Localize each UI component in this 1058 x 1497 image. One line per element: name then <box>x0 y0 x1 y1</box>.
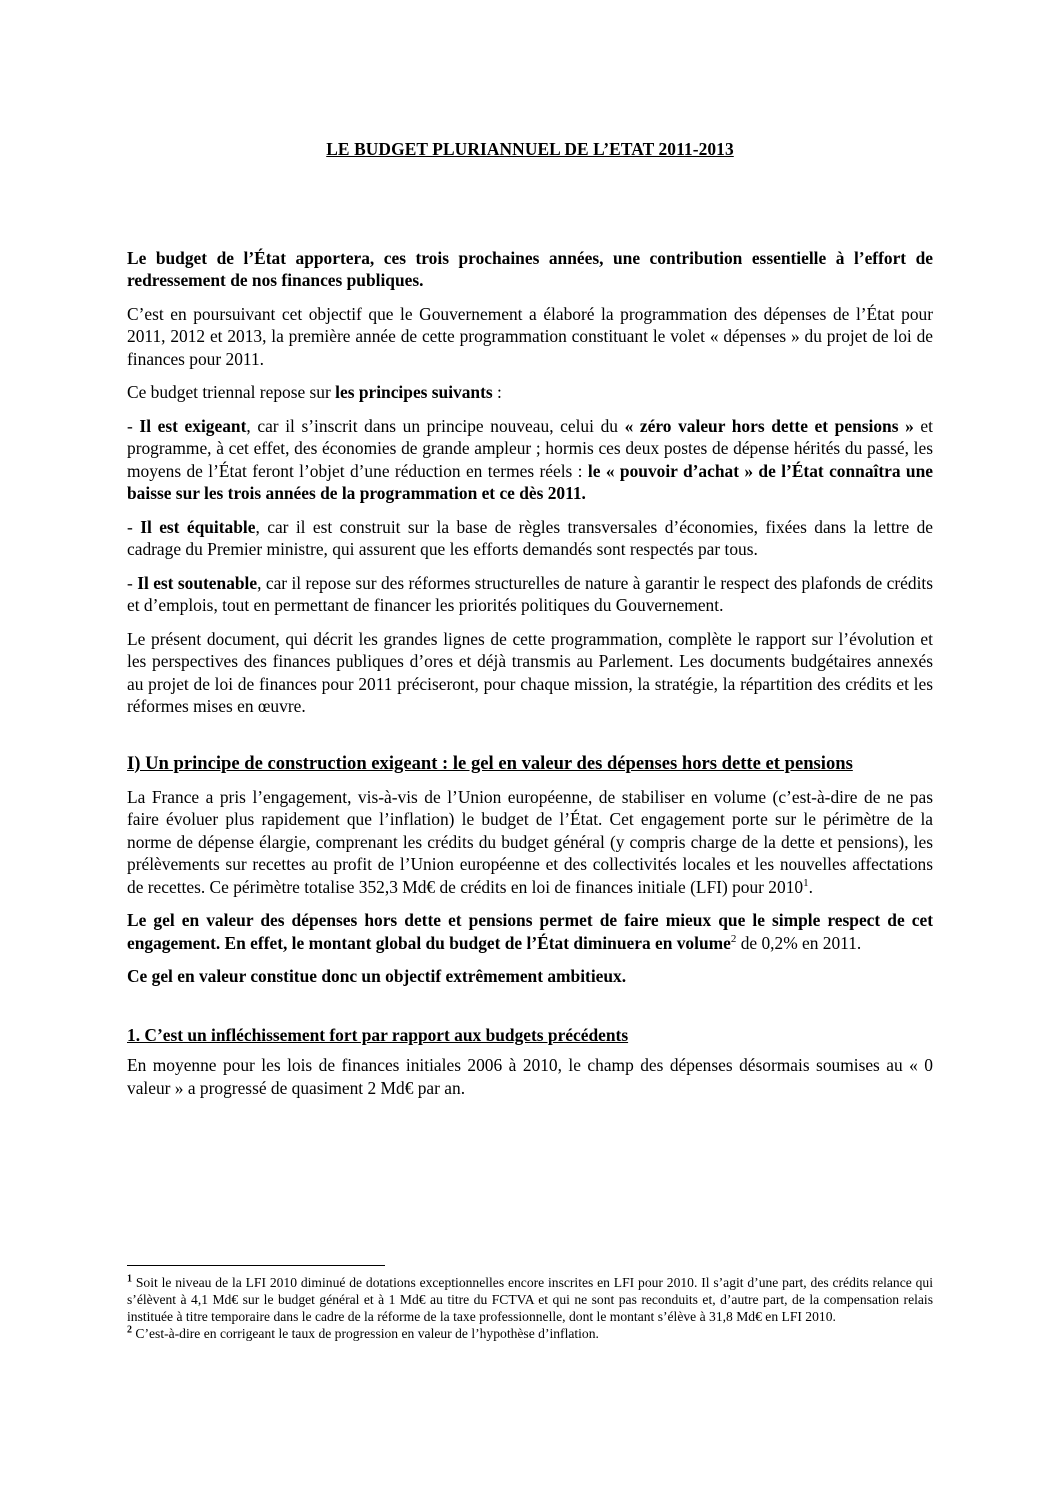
dash: - <box>127 516 141 537</box>
principle-exigeant <box>127 415 933 505</box>
text-run-bold: « zéro valeur hors dette et pensions » <box>624 415 914 436</box>
text-run: , car il s’inscrit dans un principe nouveau, celui du <box>246 415 625 436</box>
footnote-text: C’est-à-dire en corrigeant le taux de progression en valeur de l’hypothèse d’inflation. <box>132 1326 599 1341</box>
paragraph-ambitieux: Ce gel en valeur constitue donc un objectif extrêmement ambitieux. <box>127 966 627 986</box>
principle-lead: Il est équitable <box>140 516 256 537</box>
footnote-number: 1 <box>127 1273 132 1285</box>
footnote-ref: 2 <box>730 932 737 945</box>
footnote-ref: 1 <box>803 876 809 889</box>
paragraph-principles-intro <box>127 381 933 404</box>
footnote-number: 2 <box>127 1324 132 1336</box>
paragraph-gel <box>127 909 933 954</box>
paragraph-engagement <box>127 786 933 899</box>
intro-paragraph: Le budget de l’État apportera, ces trois prochaines années, une contribution essentielle à l’effort de redressement de nos finances publiques. <box>127 247 933 290</box>
footnotes <box>127 1265 933 1342</box>
text-run-bold: les principes suivants <box>335 382 493 402</box>
text-run: et programme, à cet effet, des économies de grande ampleur ; hormis ces deux postes de dépense hérités du passé, les moyens de l’État feront l’objet d’une réduction en termes réels : <box>127 415 933 481</box>
text-run: : <box>492 382 502 402</box>
footnote-1 <box>127 1274 933 1325</box>
text-run: Ce budget triennal repose sur <box>127 382 336 402</box>
text-run: de 0,2% en 2011. <box>736 932 862 953</box>
principle-lead: Il est exigeant <box>139 415 247 436</box>
footnote-text: Soit le niveau de la LFI 2010 diminué de dotations exceptionnelles encore inscrites en LFI pour 2010. Il s’agit d’une part, des crédits relance qui s’élèvent à 4,1 Md€ sur le budget général et à 1 Md€ au titre du FCTVA et qui ne sont pas reconduits et, d’autre part, de la compensation relais instituée à titre temporaire dans le cadre de la réforme de la taxe professionnelle, dont le montant s’élève à 31,8 Md€ en LFI 2010. <box>127 1275 933 1324</box>
footnote-2 <box>127 1325 933 1342</box>
subsection-heading: 1. C’est un infléchissement fort par rapport aux budgets précédents <box>127 1024 629 1045</box>
dash: - <box>127 415 140 436</box>
text-run-bold: le « pouvoir d’achat » de l’État connaîtra une baisse sur les trois années de la programmation et ce dès 2011. <box>127 460 933 503</box>
principle-lead: Il est soutenable <box>137 572 258 593</box>
text-run: , car il repose sur des réformes structurelles de nature à garantir le respect des plafonds de crédits et d’emplois, tout en permettant de financer les priorités politiques du Gouvernement. <box>127 572 934 615</box>
paragraph-present-document: Le présent document, qui décrit les grandes lignes de cette programmation, complète le rapport sur l’évolution et les perspectives des finances publiques d’ores et déjà transmis au Parlement. Les documents budgétaires annexés au projet de loi de finances pour 2011 préciseront, pour chaque mission, la stratégie, la répartition des crédits et les réformes mises en œuvre. <box>127 628 933 716</box>
text-run: La France a pris l’engagement, vis-à-vis de l’Union européenne, de stabiliser en volume (c’est-à-dire de ne pas faire évoluer plus rapidement que l’inflation) le budget de l’État. Cet engagement porte sur le périmètre de la norme de dépense élargie, comprenant les crédits du budget général (y compris charge de la dette et pensions), les prélèvements sur recettes au profit de l’Union européenne et des collectivités locales et les nouvelles affectations de recettes. Ce périmètre totalise 352,3 Md€ de crédits en loi de finances initiale (LFI) pour 2010 <box>127 786 933 897</box>
principle-soutenable <box>127 572 933 617</box>
dash: - <box>127 572 138 593</box>
document-body <box>127 138 933 1110</box>
section-heading: I) Un principe de construction exigeant : le gel en valeur des dépenses hors dette et pensions <box>127 752 853 774</box>
paragraph-objective: C’est en poursuivant cet objectif que le Gouvernement a élaboré la programmation des dépenses de l’État pour 2011, 2012 et 2013, la première année de cette programmation constituant le volet « dépenses » du projet de loi de finances pour 2011. <box>127 303 933 369</box>
text-run-bold: Le gel en valeur des dépenses hors dette et pensions permet de faire mieux que le simple respect de cet engagement. En effet, le montant global du budget de l’État diminuera en volume <box>127 910 933 953</box>
footnote-divider <box>127 1265 385 1266</box>
text-run: , car il est construit sur la base de règles transversales d’économies, fixées dans la lettre de cadrage du Premier ministre, qui assurent que les efforts demandés sont respectés par tous. <box>127 516 934 559</box>
paragraph-moyenne: En moyenne pour les lois de finances initiales 2006 à 2010, le champ des dépenses désormais soumises au « 0 valeur » a progressé de quasiment 2 Md€ par an. <box>127 1055 933 1098</box>
text-run: . <box>808 876 813 897</box>
page-title: LE BUDGET PLURIANNUEL DE L’ETAT 2011-2013 <box>326 139 734 159</box>
principle-equitable <box>127 516 933 561</box>
